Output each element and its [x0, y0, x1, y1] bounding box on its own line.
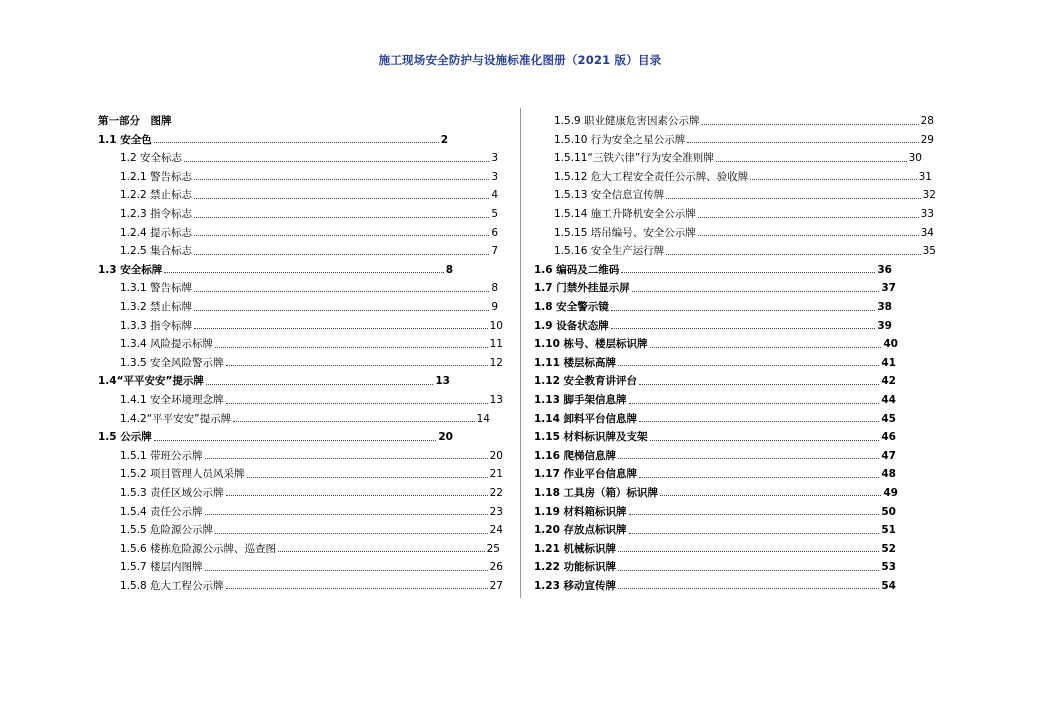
toc-entry-page: 25 [486, 542, 500, 555]
toc-dot-leader [611, 328, 876, 329]
toc-dot-leader [226, 365, 488, 366]
toc-entry-label: 1.4“平平安安”提示牌 [98, 375, 204, 388]
toc-entry[interactable] [534, 408, 896, 427]
toc-entry-label: 1.10 栋号、楼层标识牌 [534, 338, 648, 351]
toc-entry-page: 41 [881, 356, 896, 369]
toc-entry-label: 1.3.5 安全风险警示牌 [120, 356, 224, 369]
toc-dot-leader [618, 588, 879, 589]
toc-entry[interactable] [98, 352, 503, 371]
toc-entry[interactable] [534, 129, 934, 148]
toc-entry-page: 2 [440, 133, 448, 146]
toc-entry-page: 40 [883, 338, 898, 351]
toc-dot-leader [233, 421, 475, 422]
toc-entry-label: 1.1 安全色 [98, 133, 152, 146]
toc-entry-label: 1.5.16 安全生产运行牌 [554, 245, 665, 258]
toc-dot-leader [750, 179, 916, 180]
toc-dot-leader [698, 235, 919, 236]
toc-entry-page: 6 [491, 226, 498, 239]
toc-entry-label: 1.21 机械标识牌 [534, 542, 617, 555]
toc-entry[interactable] [534, 147, 922, 166]
toc-dot-leader [194, 328, 488, 329]
toc-entry[interactable] [534, 277, 896, 296]
toc-entry-page: 29 [920, 133, 934, 146]
toc-entry[interactable] [98, 370, 450, 389]
toc-entry[interactable] [98, 408, 490, 427]
toc-dot-leader [154, 440, 437, 441]
toc-entry-label: 1.3.3 指令标牌 [120, 319, 193, 332]
toc-dot-leader [194, 179, 489, 180]
toc-dot-leader [205, 514, 488, 515]
toc-entry[interactable] [534, 184, 936, 203]
toc-entry-label: 1.5.3 责任区域公示牌 [120, 486, 224, 499]
toc-dot-leader [618, 551, 879, 552]
toc-entry-page: 38 [877, 301, 892, 314]
toc-entry-label: 第一部分 图牌 [98, 115, 172, 128]
toc-entry-label: 1.11 楼层标高牌 [534, 356, 617, 369]
toc-entry-page: 36 [877, 263, 892, 276]
toc-entry-label: 1.13 脚手架信息牌 [534, 394, 627, 406]
toc-entry[interactable] [534, 203, 934, 222]
toc-entry-page: 3 [491, 170, 498, 183]
toc-dot-leader [687, 142, 918, 143]
toc-entry[interactable] [98, 500, 503, 519]
toc-right-column [534, 110, 936, 593]
toc-dot-leader [629, 514, 880, 515]
toc-dot-leader [194, 310, 489, 311]
toc-entry-label: 1.5.8 危大工程公示牌 [120, 579, 224, 592]
toc-entry[interactable] [534, 370, 896, 389]
toc-entry[interactable] [98, 575, 503, 594]
toc-left-column [98, 110, 503, 593]
toc-dot-leader [660, 495, 881, 496]
toc-entry[interactable] [98, 556, 503, 575]
toc-dot-leader [194, 235, 489, 236]
toc-entry[interactable] [534, 575, 896, 594]
toc-entry[interactable] [534, 556, 896, 575]
toc-dot-leader [215, 347, 488, 348]
toc-entry[interactable] [534, 352, 896, 371]
toc-entry-label: 1.5.5 危险源公示牌 [120, 524, 214, 537]
toc-entry-page: 33 [920, 208, 934, 221]
toc-entry-label: 1.19 材料箱标识牌 [534, 505, 627, 518]
toc-dot-leader [278, 551, 485, 552]
toc-entry-label: 1.3.1 警告标牌 [120, 282, 193, 295]
toc-dot-leader [702, 124, 919, 125]
toc-entry-page: 31 [918, 170, 932, 183]
toc-entry-page: 46 [881, 431, 896, 444]
toc-entry-label: 1.12 安全教育讲评台 [534, 375, 638, 388]
toc-entry-label: 1.16 爬梯信息牌 [534, 449, 617, 462]
toc-entry[interactable] [534, 463, 896, 482]
toc-entry-label: 1.2.4 提示标志 [120, 226, 193, 239]
toc-entry-label: 1.5.6 楼栋危险源公示牌、巡查图 [120, 542, 277, 555]
toc-dot-leader [639, 421, 879, 422]
toc-entry-label: 1.3 安全标牌 [98, 263, 163, 276]
toc-entry-page: 49 [883, 486, 898, 499]
toc-dot-leader [716, 161, 907, 162]
toc-entry-page: 21 [489, 468, 503, 481]
toc-entry-label: 1.4.1 安全环境理念牌 [120, 394, 224, 406]
toc-dot-leader [618, 458, 879, 459]
toc-entry-page: 12 [489, 356, 503, 369]
toc-entry-label: 1.5.4 责任公示牌 [120, 505, 203, 518]
toc-entry[interactable] [534, 500, 896, 519]
toc-entry-label: 1.22 功能标识牌 [534, 561, 617, 574]
toc-entry[interactable] [98, 110, 503, 129]
toc-entry-label: 1.17 作业平台信息牌 [534, 468, 638, 481]
toc-dot-leader [639, 384, 879, 385]
toc-entry-label: 1.5.1 带班公示牌 [120, 449, 203, 462]
toc-dot-leader [639, 477, 879, 478]
toc-entry-page: 34 [920, 226, 934, 239]
toc-entry-label: 1.5.13 安全信息宣传牌 [554, 189, 665, 202]
toc-entry[interactable] [98, 259, 453, 278]
toc-entry-label: 1.20 存放点标识牌 [534, 524, 627, 537]
toc-entry-page: 14 [476, 412, 490, 425]
toc-dot-leader [164, 272, 443, 273]
toc-entry[interactable] [98, 482, 503, 501]
toc-entry-label: 1.8 安全警示镜 [534, 301, 609, 314]
toc-entry-label: 1.2.3 指令标志 [120, 208, 193, 221]
toc-entry[interactable] [98, 147, 498, 166]
toc-dot-leader [666, 198, 920, 199]
toc-entry[interactable] [534, 166, 932, 185]
toc-dot-leader [226, 495, 488, 496]
toc-entry[interactable] [534, 426, 896, 445]
toc-entry[interactable] [534, 110, 934, 129]
toc-dot-leader [226, 403, 488, 404]
toc-entry-label: 1.5 公示牌 [98, 431, 152, 444]
toc-dot-leader [205, 458, 488, 459]
toc-entry-page: 47 [881, 449, 896, 462]
toc-entry-label: 1.18 工具房（箱）标识牌 [534, 486, 659, 499]
toc-entry[interactable] [98, 296, 498, 315]
toc-entry-page: 39 [877, 319, 892, 332]
toc-entry-page: 42 [881, 375, 896, 388]
toc-entry-page: 48 [881, 468, 896, 481]
document-title: 施工现场安全防护与设施标准化图册（2021 版）目录 [378, 53, 662, 67]
toc-dot-leader [629, 403, 880, 404]
toc-entry[interactable] [98, 240, 498, 259]
toc-entry-label: 1.23 移动宣传牌 [534, 579, 617, 592]
toc-entry-page: 20 [438, 431, 453, 444]
toc-dot-leader [618, 365, 879, 366]
toc-entry[interactable] [98, 315, 503, 334]
toc-dot-leader [194, 198, 489, 199]
toc-entry[interactable] [98, 445, 503, 464]
toc-entry-page: 8 [491, 282, 498, 295]
toc-entry-page: 37 [881, 282, 896, 295]
toc-entry-page: 44 [881, 394, 896, 406]
toc-entry-page: 26 [489, 561, 503, 574]
toc-dot-leader [215, 533, 488, 534]
toc-entry-page: 13 [435, 375, 450, 388]
toc-entry-page: 5 [491, 208, 498, 221]
toc-entry[interactable] [98, 166, 498, 185]
toc-entry-label: 1.5.2 项目管理人员风采牌 [120, 468, 245, 481]
toc-entry[interactable] [98, 389, 503, 408]
toc-entry-label: 1.6 编码及二维码 [534, 263, 620, 276]
toc-entry-page: 45 [881, 412, 896, 425]
toc-dot-leader [698, 217, 919, 218]
toc-entry-page: 50 [881, 505, 896, 518]
toc-entry[interactable] [98, 203, 498, 222]
toc-entry-page: 51 [881, 524, 896, 537]
toc-entry-label: 1.2 安全标志 [120, 152, 183, 165]
toc-entry-label: 1.5.11“三铁六律”行为安全准则牌 [554, 152, 714, 165]
toc-entry-page: 52 [881, 542, 896, 555]
toc-entry-label: 1.2.1 警告标志 [120, 170, 193, 183]
toc-entry-page: 53 [881, 561, 896, 574]
toc-dot-leader [184, 161, 489, 162]
toc-entry-label: 1.14 卸料平台信息牌 [534, 412, 638, 425]
toc-dot-leader [618, 570, 879, 571]
toc-entry[interactable] [534, 389, 896, 408]
toc-entry-label: 1.7 门禁外挂显示屏 [534, 282, 630, 295]
toc-entry-page: 11 [489, 338, 503, 351]
toc-entry[interactable] [98, 277, 498, 296]
toc-entry-page: 30 [908, 152, 922, 165]
toc-dot-leader [611, 310, 876, 311]
toc-entry-label: 1.5.15 塔吊编号、安全公示牌 [554, 226, 696, 239]
toc-dot-leader [666, 254, 920, 255]
toc-dot-leader [621, 272, 875, 273]
toc-entry-label: 1.5.7 楼层内图牌 [120, 561, 203, 574]
toc-entry-page: 28 [920, 115, 934, 128]
toc-dot-leader [650, 347, 882, 348]
toc-entry[interactable] [534, 445, 896, 464]
toc-entry[interactable] [98, 426, 453, 445]
toc-entry[interactable] [534, 240, 936, 259]
toc-dot-leader [226, 588, 488, 589]
toc-entry[interactable] [534, 296, 892, 315]
toc-entry[interactable] [98, 463, 503, 482]
toc-entry-page: 27 [489, 579, 503, 592]
column-divider [520, 108, 521, 598]
toc-entry[interactable] [98, 333, 503, 352]
toc-entry-page: 23 [489, 505, 503, 518]
toc-dot-leader [194, 217, 489, 218]
toc-entry[interactable] [98, 519, 503, 538]
toc-dot-leader [206, 384, 433, 385]
toc-dot-leader [632, 291, 880, 292]
toc-entry[interactable] [534, 519, 896, 538]
toc-entry-label: 1.5.12 危大工程安全责任公示牌、验收牌 [554, 170, 749, 183]
toc-entry-page: 7 [491, 245, 498, 258]
toc-entry-page: 9 [491, 301, 498, 314]
toc-entry-page: 24 [489, 524, 503, 537]
toc-entry[interactable] [534, 315, 892, 334]
toc-entry[interactable] [98, 184, 498, 203]
toc-entry-page: 3 [491, 152, 498, 165]
toc-dot-leader [650, 440, 880, 441]
toc-entry-label: 1.5.14 施工升降机安全公示牌 [554, 208, 696, 221]
toc-dot-leader [629, 533, 880, 534]
toc-entry[interactable] [98, 538, 500, 557]
toc-entry[interactable] [534, 482, 898, 501]
toc-entry-page: 32 [922, 189, 936, 202]
toc-entry[interactable] [534, 333, 898, 352]
toc-dot-leader [247, 477, 488, 478]
toc-entry[interactable] [534, 538, 896, 557]
toc-entry-page: 10 [489, 319, 503, 332]
toc-entry-label: 1.3.4 风险提示标牌 [120, 338, 214, 351]
toc-entry-page: 22 [489, 486, 503, 499]
toc-entry-label: 1.4.2“平平安安”提示牌 [120, 412, 232, 425]
toc-entry-page: 4 [491, 189, 498, 202]
toc-entry-page: 20 [489, 449, 503, 462]
toc-entry-page: 13 [489, 394, 503, 406]
toc-dot-leader [205, 570, 488, 571]
toc-entry-page: 35 [922, 245, 936, 258]
toc-dot-leader [194, 291, 489, 292]
toc-entry-page: 54 [881, 579, 896, 592]
toc-dot-leader [154, 142, 439, 143]
toc-entry-label: 1.3.2 禁止标牌 [120, 301, 193, 314]
toc-entry[interactable] [534, 222, 934, 241]
toc-dot-leader [194, 254, 489, 255]
toc-entry-label: 1.5.10 行为安全之星公示牌 [554, 133, 686, 146]
toc-entry[interactable] [534, 259, 892, 278]
toc-entry-label: 1.5.9 职业健康危害因素公示牌 [554, 115, 700, 128]
toc-entry-label: 1.15 材料标识牌及支架 [534, 431, 648, 444]
toc-entry-label: 1.2.5 集合标志 [120, 245, 193, 258]
toc-entry[interactable] [98, 129, 448, 148]
toc-entry-page: 8 [445, 263, 453, 276]
toc-entry[interactable] [98, 222, 498, 241]
toc-entry-label: 1.9 设备状态牌 [534, 319, 609, 332]
toc-entry-label: 1.2.2 禁止标志 [120, 189, 193, 202]
